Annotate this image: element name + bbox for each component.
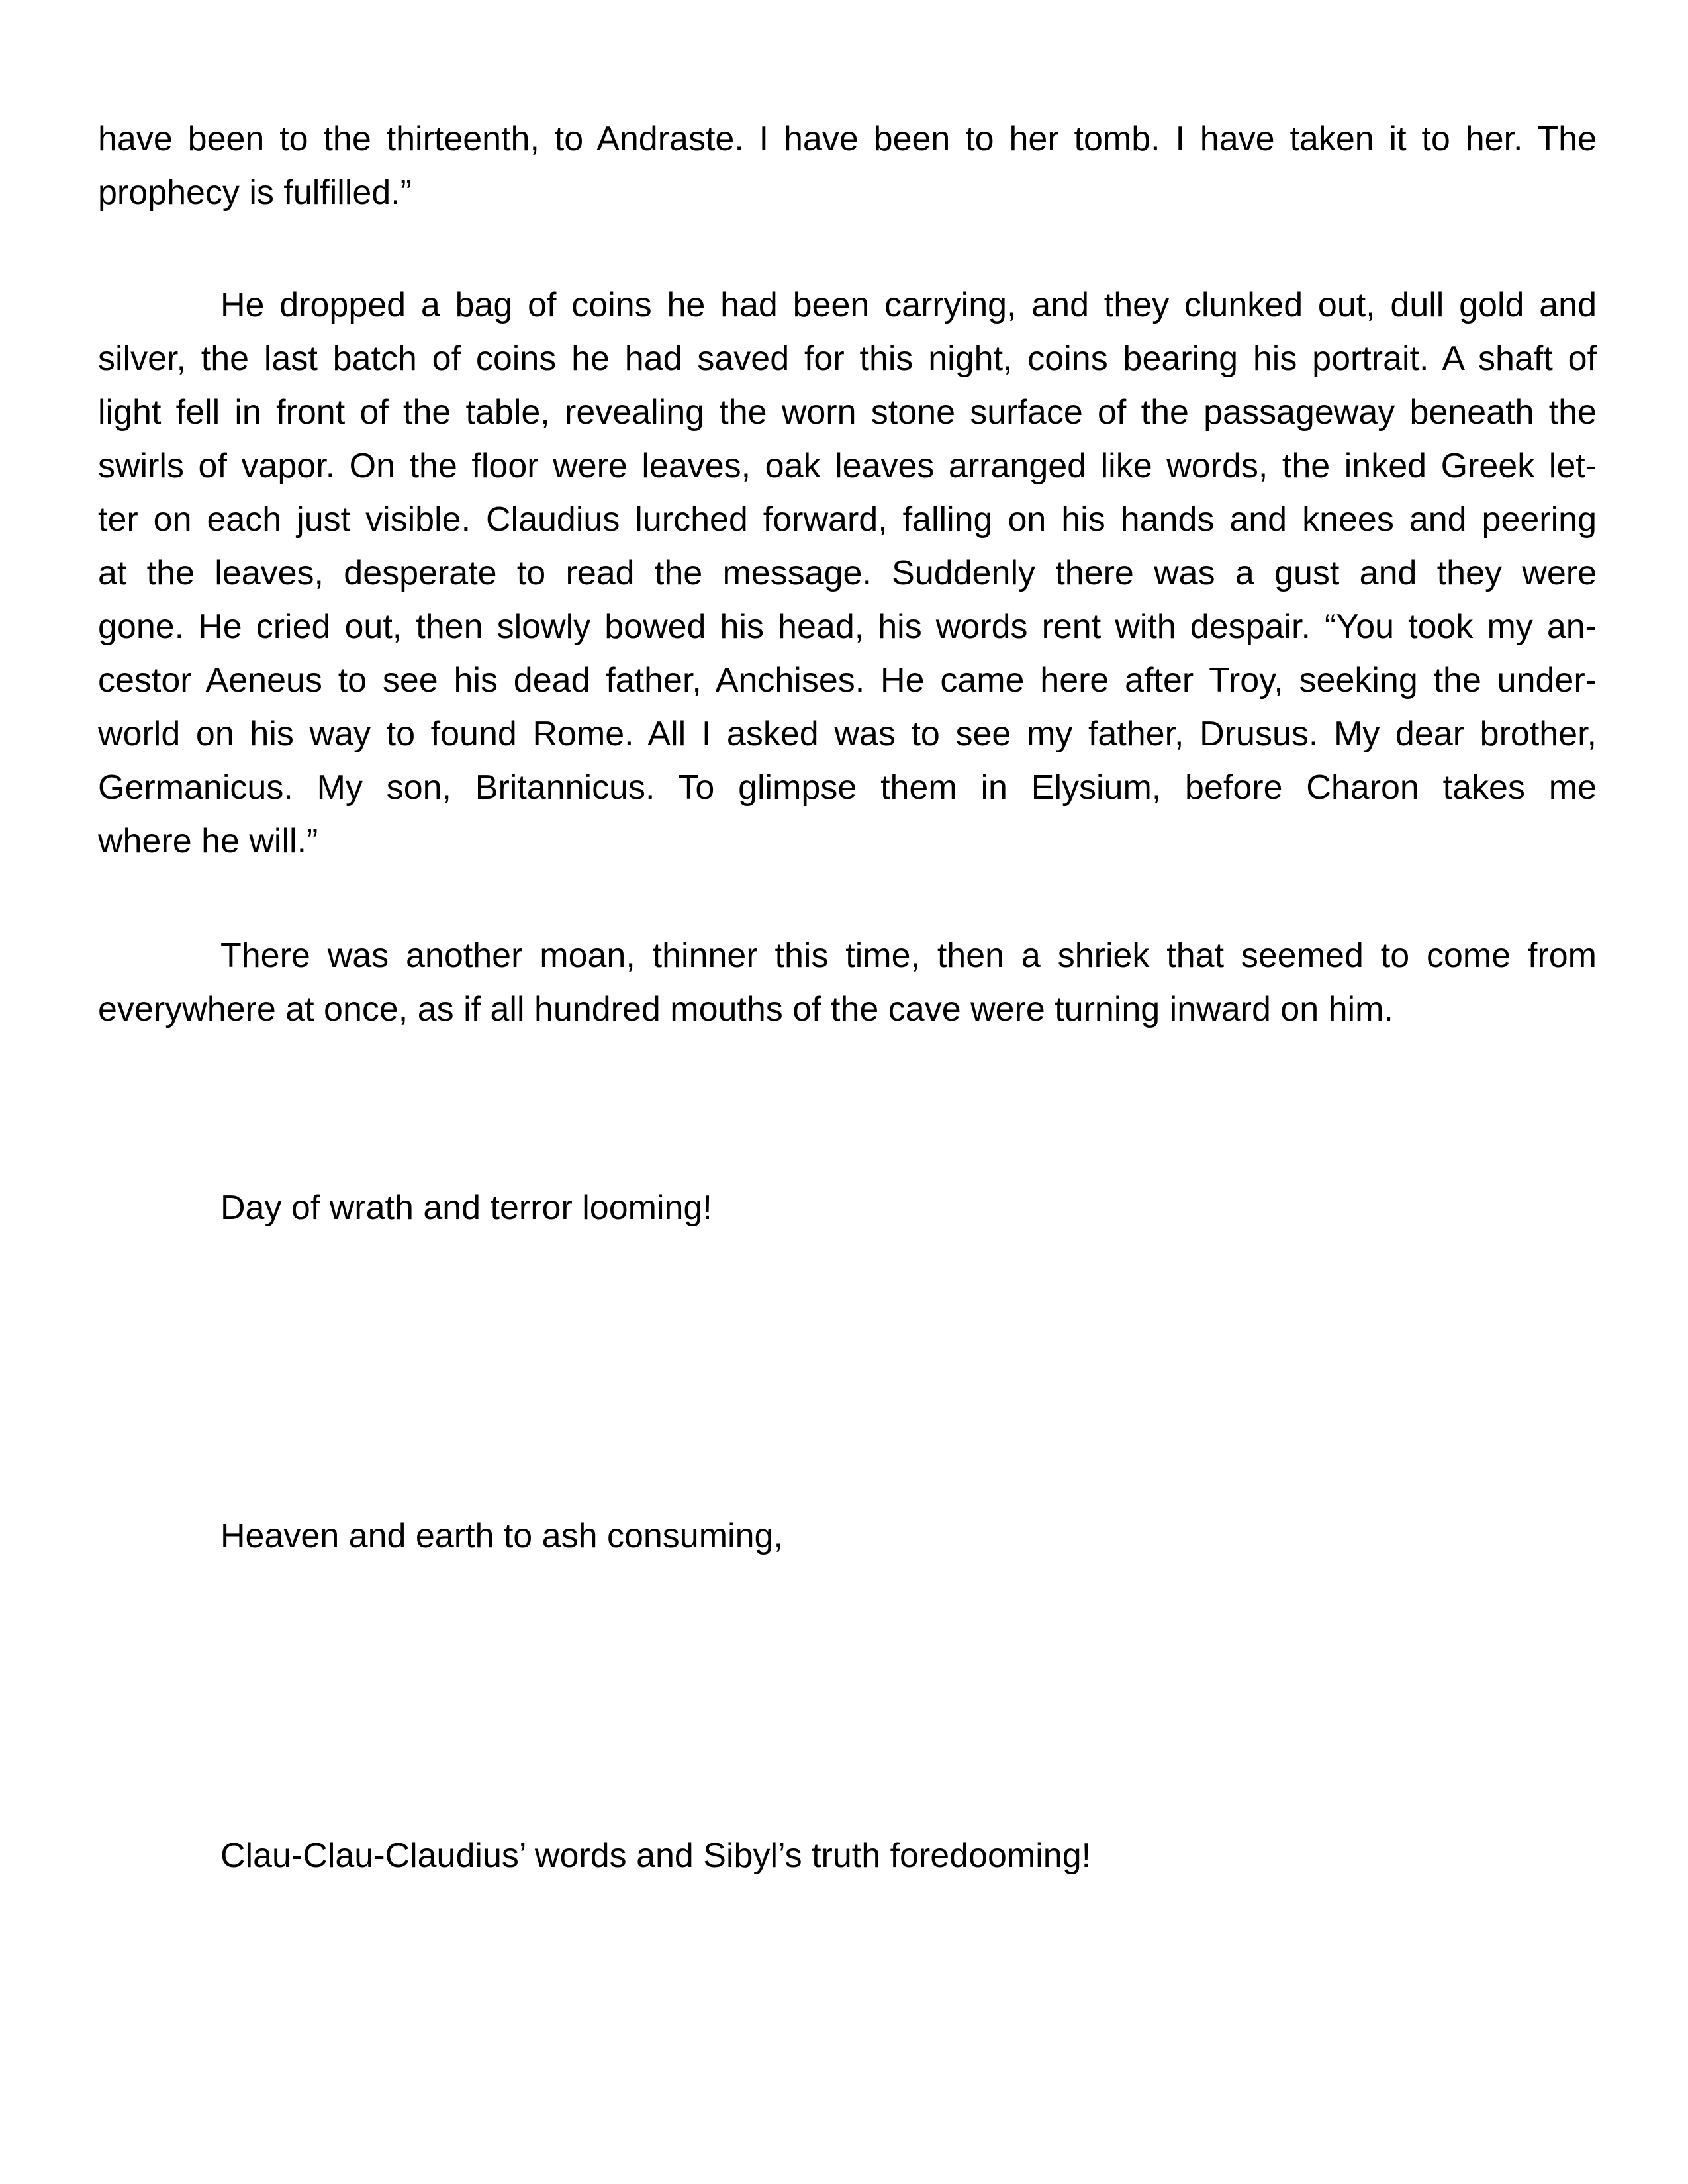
text-line: everywhere at once, as if all hundred mouths of the cave were turning inward on him.: [98, 990, 1393, 1028]
verse-line: Day of wrath and terror looming!: [220, 1189, 712, 1227]
text-line: have been to the thirteenth, to Andraste. I have been to her tomb. I have taken it to her. The: [98, 120, 1597, 158]
verse-line: Clau-Clau-Claudius’ words and Sibyl’s truth foredooming!: [220, 1837, 1092, 1875]
text-line: He dropped a bag of coins he had been carrying, and they clunked out, dull gold and: [220, 286, 1597, 324]
verse-line: Heaven and earth to ash consuming,: [220, 1517, 783, 1555]
text-line: ter on each just visible. Claudius lurched forward, falling on his hands and knees and peering: [98, 500, 1597, 539]
paragraph: [98, 113, 1597, 220]
text-line: Germanicus. My son, Britannicus. To glimpse them in Elysium, before Charon takes me: [98, 768, 1597, 807]
text-line: There was another moan, thinner this time, then a shriek that seemed to come from: [220, 936, 1597, 975]
text-line: at the leaves, desperate to read the message. Suddenly there was a gust and they were: [98, 554, 1597, 592]
text-line: gone. He cried out, then slowly bowed his head, his words rent with despair. “You took my an-: [98, 608, 1597, 646]
text-line: cestor Aeneus to see his dead father, Anchises. He came here after Troy, seeking the under-: [98, 661, 1597, 700]
text-line: swirls of vapor. On the floor were leaves, oak leaves arranged like words, the inked Greek let-: [98, 447, 1597, 485]
text-line: silver, the last batch of coins he had saved for this night, coins bearing his portrait. A shaft of: [98, 340, 1597, 378]
text-line: where he will.”: [98, 822, 318, 860]
paragraph: [98, 279, 1597, 868]
paragraph: [98, 929, 1597, 1036]
text-line: world on his way to found Rome. All I asked was to see my father, Drusus. My dear brother,: [98, 715, 1597, 753]
text-line: prophecy is fulfilled.”: [98, 173, 412, 212]
text-line: light fell in front of the table, revealing the worn stone surface of the passageway beneath the: [98, 393, 1597, 432]
text-column: [98, 113, 1597, 1883]
